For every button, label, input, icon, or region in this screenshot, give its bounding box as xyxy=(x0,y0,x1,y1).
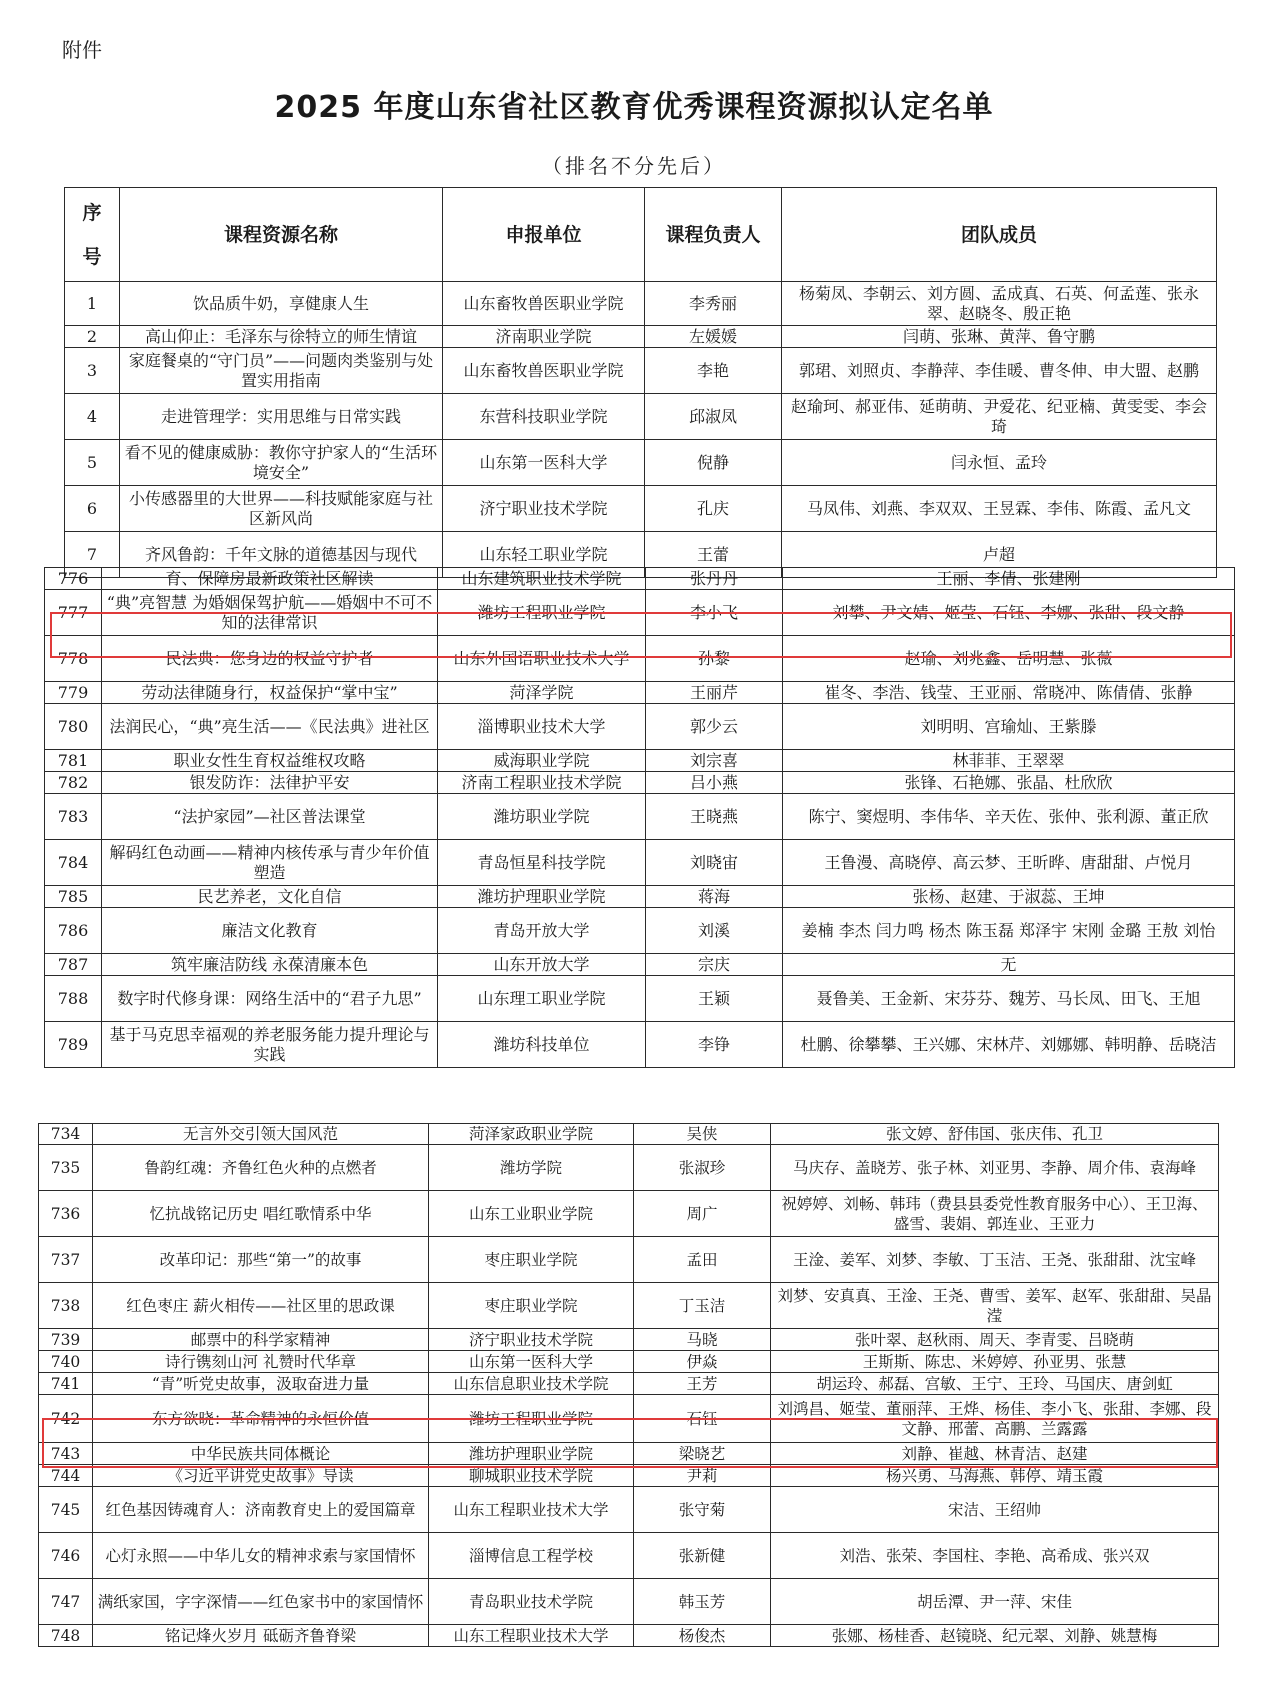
team-cell: 胡运玲、郝磊、宫敏、王宁、王玲、马国庆、唐剑虹 xyxy=(771,1373,1219,1395)
course-name-cell: 小传感器里的大世界——科技赋能家庭与社区新风尚 xyxy=(120,486,443,532)
table-row xyxy=(39,1395,1219,1443)
table-row xyxy=(39,1124,1219,1145)
course-name-cell: 饮品质牛奶，享健康人生 xyxy=(120,282,443,326)
seq-cell: 5 xyxy=(65,440,120,486)
lead-cell: 丁玉洁 xyxy=(634,1283,771,1329)
lead-cell: 尹莉 xyxy=(634,1465,771,1487)
seq-cell: 739 xyxy=(39,1329,93,1351)
course-name-cell: 红色基因铸魂育人：济南教育史上的爱国篇章 xyxy=(93,1487,429,1533)
unit-cell: 淄博职业技术大学 xyxy=(438,704,646,750)
seq-cell: 781 xyxy=(45,750,102,772)
unit-cell: 青岛开放大学 xyxy=(438,908,646,954)
header-seq-label: 序号 xyxy=(82,201,102,268)
seq-cell: 782 xyxy=(45,772,102,794)
lead-cell: 刘宗喜 xyxy=(646,750,783,772)
seq-cell: 783 xyxy=(45,794,102,840)
course-name-cell: 鲁韵红魂：齐鲁红色火种的点燃者 xyxy=(93,1145,429,1191)
seq-cell: 780 xyxy=(45,704,102,750)
team-cell: 郭珺、刘照贞、李静萍、李佳暖、曹冬伸、申大盟、赵鹏 xyxy=(782,348,1217,394)
lead-cell: 孔庆 xyxy=(645,486,782,532)
team-cell: 卢超 xyxy=(782,532,1217,578)
team-cell: 陈宁、窦煜明、李伟华、辛天佐、张仲、张利源、董正欣 xyxy=(783,794,1235,840)
seq-cell: 1 xyxy=(65,282,120,326)
team-cell: 杨菊凤、李朝云、刘方圆、孟成真、石英、何孟莲、张永翠、赵晓冬、殷正艳 xyxy=(782,282,1217,326)
team-cell: 张杨、赵建、于淑蕊、王坤 xyxy=(783,886,1235,908)
course-name-cell: “青”听党史故事，汲取奋进力量 xyxy=(93,1373,429,1395)
attachment-label: 附件 xyxy=(62,38,102,62)
unit-cell: 济南工程职业技术学院 xyxy=(438,772,646,794)
unit-cell: 山东工程职业技术大学 xyxy=(429,1625,634,1647)
unit-cell: 山东工程职业技术大学 xyxy=(429,1487,634,1533)
team-cell: 祝婷婷、刘畅、韩玮（费县县委党性教育服务中心）、王卫海、盛雪、裴娟、郭连业、王亚力 xyxy=(771,1191,1219,1237)
course-table-2 xyxy=(44,567,1235,1068)
seq-cell: 777 xyxy=(45,590,102,636)
unit-cell: 山东建筑职业技术学院 xyxy=(438,568,646,590)
course-name-cell: 忆抗战铭记历史 唱红歌情系中华 xyxy=(93,1191,429,1237)
unit-cell: 山东工业职业学院 xyxy=(429,1191,634,1237)
seq-cell: 747 xyxy=(39,1579,93,1625)
unit-cell: 潍坊护理职业学院 xyxy=(438,886,646,908)
seq-cell: 776 xyxy=(45,568,102,590)
table-row xyxy=(45,772,1235,794)
course-name-cell: 职业女性生育权益维权攻略 xyxy=(102,750,438,772)
course-table-3 xyxy=(38,1123,1219,1647)
table-row xyxy=(45,886,1235,908)
lead-cell: 周广 xyxy=(634,1191,771,1237)
course-name-cell: 改革印记：那些“第一”的故事 xyxy=(93,1237,429,1283)
team-cell: 刘攀、尹文婧、姬莹、石钰、李娜、张甜、段文静 xyxy=(783,590,1235,636)
table-row xyxy=(39,1373,1219,1395)
page-title: 2025 年度山东省社区教育优秀课程资源拟认定名单 xyxy=(274,90,994,125)
course-table-1 xyxy=(64,187,1217,578)
team-cell: 聂鲁美、王金新、宋芬芬、魏芳、马长凤、田飞、王旭 xyxy=(783,976,1235,1022)
team-cell: 张叶翠、赵秋雨、周天、李青雯、吕晓萌 xyxy=(771,1329,1219,1351)
unit-cell: 山东外国语职业技术大学 xyxy=(438,636,646,682)
course-name-cell: 筑牢廉洁防线 永葆清廉本色 xyxy=(102,954,438,976)
course-name-cell: 无言外交引领大国风范 xyxy=(93,1124,429,1145)
seq-cell: 744 xyxy=(39,1465,93,1487)
course-name-cell: 红色枣庄 薪火相传——社区里的思政课 xyxy=(93,1283,429,1329)
unit-cell: 威海职业学院 xyxy=(438,750,646,772)
team-cell: 刘静、崔越、林青洁、赵建 xyxy=(771,1443,1219,1465)
team-cell: 杨兴勇、马海燕、韩停、靖玉霞 xyxy=(771,1465,1219,1487)
unit-cell: 潍坊护理职业学院 xyxy=(429,1443,634,1465)
course-name-cell: 齐风鲁韵：千年文脉的道德基因与现代 xyxy=(120,532,443,578)
header-team: 团队成员 xyxy=(782,188,1217,282)
table-segment-2 xyxy=(44,568,1236,1116)
lead-cell: 杨俊杰 xyxy=(634,1625,771,1647)
course-name-cell: 中华民族共同体概论 xyxy=(93,1443,429,1465)
page-subtitle: （排名不分先后） xyxy=(542,154,726,178)
lead-cell: 李艳 xyxy=(645,348,782,394)
lead-cell: 王芳 xyxy=(634,1373,771,1395)
header-name: 课程资源名称 xyxy=(120,188,443,282)
seq-cell: 4 xyxy=(65,394,120,440)
unit-cell: 青岛职业技术学院 xyxy=(429,1579,634,1625)
unit-cell: 潍坊工程职业学院 xyxy=(438,590,646,636)
lead-cell: 孙黎 xyxy=(646,636,783,682)
lead-cell: 张淑珍 xyxy=(634,1145,771,1191)
course-name-cell: 铭记烽火岁月 砥砺齐鲁脊梁 xyxy=(93,1625,429,1647)
unit-cell: 潍坊职业学院 xyxy=(438,794,646,840)
lead-cell: 邱淑凤 xyxy=(645,394,782,440)
seq-cell: 741 xyxy=(39,1373,93,1395)
seq-cell: 742 xyxy=(39,1395,93,1443)
lead-cell: 李小飞 xyxy=(646,590,783,636)
team-cell: 林菲菲、王翠翠 xyxy=(783,750,1235,772)
lead-cell: 张丹丹 xyxy=(646,568,783,590)
course-name-cell: 民法典：您身边的权益守护者 xyxy=(102,636,438,682)
team-cell: 无 xyxy=(783,954,1235,976)
table-row xyxy=(39,1145,1219,1191)
lead-cell: 王蕾 xyxy=(645,532,782,578)
table-row xyxy=(39,1283,1219,1329)
table-row xyxy=(45,682,1235,704)
course-name-cell: 劳动法律随身行，权益保护“掌中宝” xyxy=(102,682,438,704)
course-name-cell: 民艺养老，文化自信 xyxy=(102,886,438,908)
course-name-cell: 基于马克思幸福观的养老服务能力提升理论与实践 xyxy=(102,1022,438,1068)
unit-cell: 菏泽学院 xyxy=(438,682,646,704)
seq-cell: 784 xyxy=(45,840,102,886)
seq-cell: 736 xyxy=(39,1191,93,1237)
unit-cell: 山东第一医科大学 xyxy=(443,440,645,486)
table-row xyxy=(45,568,1235,590)
course-name-cell: “法护家园”—社区普法课堂 xyxy=(102,794,438,840)
lead-cell: 吴侠 xyxy=(634,1124,771,1145)
unit-cell: 聊城职业技术学院 xyxy=(429,1465,634,1487)
lead-cell: 王晓燕 xyxy=(646,794,783,840)
course-name-cell: 高山仰止：毛泽东与徐特立的师生情谊 xyxy=(120,326,443,348)
lead-cell: 左媛媛 xyxy=(645,326,782,348)
unit-cell: 潍坊科技单位 xyxy=(438,1022,646,1068)
seq-cell: 789 xyxy=(45,1022,102,1068)
table-segment-1 xyxy=(60,185,1220,565)
table-row xyxy=(39,1487,1219,1533)
seq-cell: 779 xyxy=(45,682,102,704)
team-cell: 刘浩、张荣、李国柱、李艳、高希成、张兴双 xyxy=(771,1533,1219,1579)
lead-cell: 伊焱 xyxy=(634,1351,771,1373)
unit-cell: 枣庄职业学院 xyxy=(429,1237,634,1283)
unit-cell: 济宁职业技术学院 xyxy=(429,1329,634,1351)
course-name-cell: 看不见的健康威胁：教你守护家人的“生活环境安全” xyxy=(120,440,443,486)
unit-cell: 东营科技职业学院 xyxy=(443,394,645,440)
header-seq xyxy=(65,188,120,282)
unit-cell: 枣庄职业学院 xyxy=(429,1283,634,1329)
lead-cell: 王丽芹 xyxy=(646,682,783,704)
table-row xyxy=(39,1625,1219,1647)
table-row xyxy=(65,486,1217,532)
course-name-cell: 走进管理学：实用思维与日常实践 xyxy=(120,394,443,440)
seq-cell: 6 xyxy=(65,486,120,532)
table-row xyxy=(45,590,1235,636)
team-cell: 张娜、杨桂香、赵镜晓、纪元翠、刘静、姚慧梅 xyxy=(771,1625,1219,1647)
team-cell: 马庆存、盖晓芳、张子林、刘亚男、李静、周介伟、袁海峰 xyxy=(771,1145,1219,1191)
table-segment-3 xyxy=(38,1125,1220,1685)
course-name-cell: 心灯永照——中华儿女的精神求索与家国情怀 xyxy=(93,1533,429,1579)
seq-cell: 787 xyxy=(45,954,102,976)
table-row xyxy=(65,282,1217,326)
team-cell: 崔冬、李浩、钱莹、王亚丽、常晓冲、陈倩倩、张静 xyxy=(783,682,1235,704)
seq-cell: 7 xyxy=(65,532,120,578)
table-row xyxy=(39,1533,1219,1579)
unit-cell: 济南职业学院 xyxy=(443,326,645,348)
lead-cell: 李铮 xyxy=(646,1022,783,1068)
unit-cell: 潍坊工程职业学院 xyxy=(429,1395,634,1443)
lead-cell: 蒋海 xyxy=(646,886,783,908)
team-cell: 胡岳潭、尹一萍、宋佳 xyxy=(771,1579,1219,1625)
team-cell: 王斯斯、陈忠、米婷婷、孙亚男、张慧 xyxy=(771,1351,1219,1373)
unit-cell: 济宁职业技术学院 xyxy=(443,486,645,532)
unit-cell: 淄博信息工程学校 xyxy=(429,1533,634,1579)
team-cell: 王鲁漫、高晓停、高云梦、王昕晔、唐甜甜、卢悦月 xyxy=(783,840,1235,886)
seq-cell: 2 xyxy=(65,326,120,348)
lead-cell: 郭少云 xyxy=(646,704,783,750)
team-cell: 刘明明、宫瑜灿、王紫滕 xyxy=(783,704,1235,750)
course-name-cell: 《习近平讲党史故事》导读 xyxy=(93,1465,429,1487)
unit-cell: 山东第一医科大学 xyxy=(429,1351,634,1373)
team-cell: 王丽、李倩、张建刚 xyxy=(783,568,1235,590)
team-cell: 闫萌、张琳、黄萍、鲁守鹏 xyxy=(782,326,1217,348)
seq-cell: 786 xyxy=(45,908,102,954)
lead-cell: 宗庆 xyxy=(646,954,783,976)
course-name-cell: 法润民心，“典”亮生活——《民法典》进社区 xyxy=(102,704,438,750)
unit-cell: 菏泽家政职业学院 xyxy=(429,1124,634,1145)
table-row xyxy=(45,840,1235,886)
team-cell: 姜楠 李杰 闫力鸣 杨杰 陈玉磊 郑泽宇 宋刚 金璐 王敖 刘怡 xyxy=(783,908,1235,954)
table-row xyxy=(45,1022,1235,1068)
seq-cell: 778 xyxy=(45,636,102,682)
seq-cell: 738 xyxy=(39,1283,93,1329)
team-cell: 宋洁、王绍帅 xyxy=(771,1487,1219,1533)
lead-cell: 张守菊 xyxy=(634,1487,771,1533)
team-cell: 马凤伟、刘燕、李双双、王昱霖、李伟、陈霞、孟凡文 xyxy=(782,486,1217,532)
course-name-cell: 邮票中的科学家精神 xyxy=(93,1329,429,1351)
unit-cell: 山东轻工职业学院 xyxy=(443,532,645,578)
table-row xyxy=(45,908,1235,954)
lead-cell: 韩玉芳 xyxy=(634,1579,771,1625)
team-cell: 赵瑜、刘兆鑫、岳明慧、张薇 xyxy=(783,636,1235,682)
table-row xyxy=(39,1329,1219,1351)
seq-cell: 743 xyxy=(39,1443,93,1465)
team-cell: 张文婷、舒伟国、张庆伟、孔卫 xyxy=(771,1124,1219,1145)
team-cell: 刘鸿昌、姬莹、董丽萍、王烨、杨佳、李小飞、张甜、李娜、段文静、邢蕾、高鹏、兰露露 xyxy=(771,1395,1219,1443)
course-name-cell: 东方欲晓：革命精神的永恒价值 xyxy=(93,1395,429,1443)
table-row xyxy=(65,394,1217,440)
table-row xyxy=(45,954,1235,976)
header-unit: 申报单位 xyxy=(443,188,645,282)
course-name-cell: 诗行镌刻山河 礼赞时代华章 xyxy=(93,1351,429,1373)
team-cell: 闫永恒、孟玲 xyxy=(782,440,1217,486)
seq-cell: 3 xyxy=(65,348,120,394)
table-row xyxy=(39,1237,1219,1283)
table-row xyxy=(39,1443,1219,1465)
seq-cell: 788 xyxy=(45,976,102,1022)
unit-cell: 青岛恒星科技学院 xyxy=(438,840,646,886)
table-header-row xyxy=(65,188,1217,282)
course-name-cell: “典”亮智慧 为婚姻保驾护航——婚姻中不可不知的法律常识 xyxy=(102,590,438,636)
team-cell: 张锋、石艳娜、张晶、杜欣欣 xyxy=(783,772,1235,794)
table-row xyxy=(39,1465,1219,1487)
course-name-cell: 解码红色动画——精神内核传承与青少年价值塑造 xyxy=(102,840,438,886)
course-name-cell: 满纸家国，字字深情——红色家书中的家国情怀 xyxy=(93,1579,429,1625)
lead-cell: 王颖 xyxy=(646,976,783,1022)
seq-cell: 734 xyxy=(39,1124,93,1145)
lead-cell: 吕小燕 xyxy=(646,772,783,794)
table-row xyxy=(45,636,1235,682)
unit-cell: 山东信息职业技术学院 xyxy=(429,1373,634,1395)
course-name-cell: 家庭餐桌的“守门员”——问题肉类鉴别与处置实用指南 xyxy=(120,348,443,394)
table-row xyxy=(45,750,1235,772)
seq-cell: 746 xyxy=(39,1533,93,1579)
unit-cell: 山东畜牧兽医职业学院 xyxy=(443,348,645,394)
table-row xyxy=(45,976,1235,1022)
lead-cell: 倪静 xyxy=(645,440,782,486)
course-name-cell: 廉洁文化教育 xyxy=(102,908,438,954)
seq-cell: 735 xyxy=(39,1145,93,1191)
table-row xyxy=(39,1191,1219,1237)
team-cell: 王淦、姜军、刘梦、李敏、丁玉洁、王尧、张甜甜、沈宝峰 xyxy=(771,1237,1219,1283)
table-row xyxy=(65,348,1217,394)
course-name-cell: 银发防诈：法律护平安 xyxy=(102,772,438,794)
table-row xyxy=(39,1351,1219,1373)
team-cell: 赵瑜珂、郝亚伟、延萌萌、尹爱花、纪亚楠、黄雯雯、李会琦 xyxy=(782,394,1217,440)
header-lead: 课程负责人 xyxy=(645,188,782,282)
seq-cell: 745 xyxy=(39,1487,93,1533)
seq-cell: 785 xyxy=(45,886,102,908)
table-row xyxy=(65,326,1217,348)
course-name-cell: 数字时代修身课：网络生活中的“君子九思” xyxy=(102,976,438,1022)
table-row xyxy=(45,704,1235,750)
team-cell: 杜鹏、徐攀攀、王兴娜、宋林芹、刘娜娜、韩明静、岳晓洁 xyxy=(783,1022,1235,1068)
lead-cell: 石钰 xyxy=(634,1395,771,1443)
unit-cell: 潍坊学院 xyxy=(429,1145,634,1191)
table-row xyxy=(45,794,1235,840)
lead-cell: 马晓 xyxy=(634,1329,771,1351)
unit-cell: 山东理工职业学院 xyxy=(438,976,646,1022)
lead-cell: 张新健 xyxy=(634,1533,771,1579)
seq-cell: 737 xyxy=(39,1237,93,1283)
seq-cell: 740 xyxy=(39,1351,93,1373)
unit-cell: 山东开放大学 xyxy=(438,954,646,976)
table-row xyxy=(65,440,1217,486)
team-cell: 刘梦、安真真、王淦、王尧、曹雪、姜军、赵军、张甜甜、吴晶滢 xyxy=(771,1283,1219,1329)
seq-cell: 748 xyxy=(39,1625,93,1647)
lead-cell: 孟田 xyxy=(634,1237,771,1283)
lead-cell: 刘晓宙 xyxy=(646,840,783,886)
lead-cell: 李秀丽 xyxy=(645,282,782,326)
lead-cell: 梁晓艺 xyxy=(634,1443,771,1465)
table-row xyxy=(39,1579,1219,1625)
course-name-cell: 育、保障房最新政策社区解读 xyxy=(102,568,438,590)
unit-cell: 山东畜牧兽医职业学院 xyxy=(443,282,645,326)
lead-cell: 刘溪 xyxy=(646,908,783,954)
